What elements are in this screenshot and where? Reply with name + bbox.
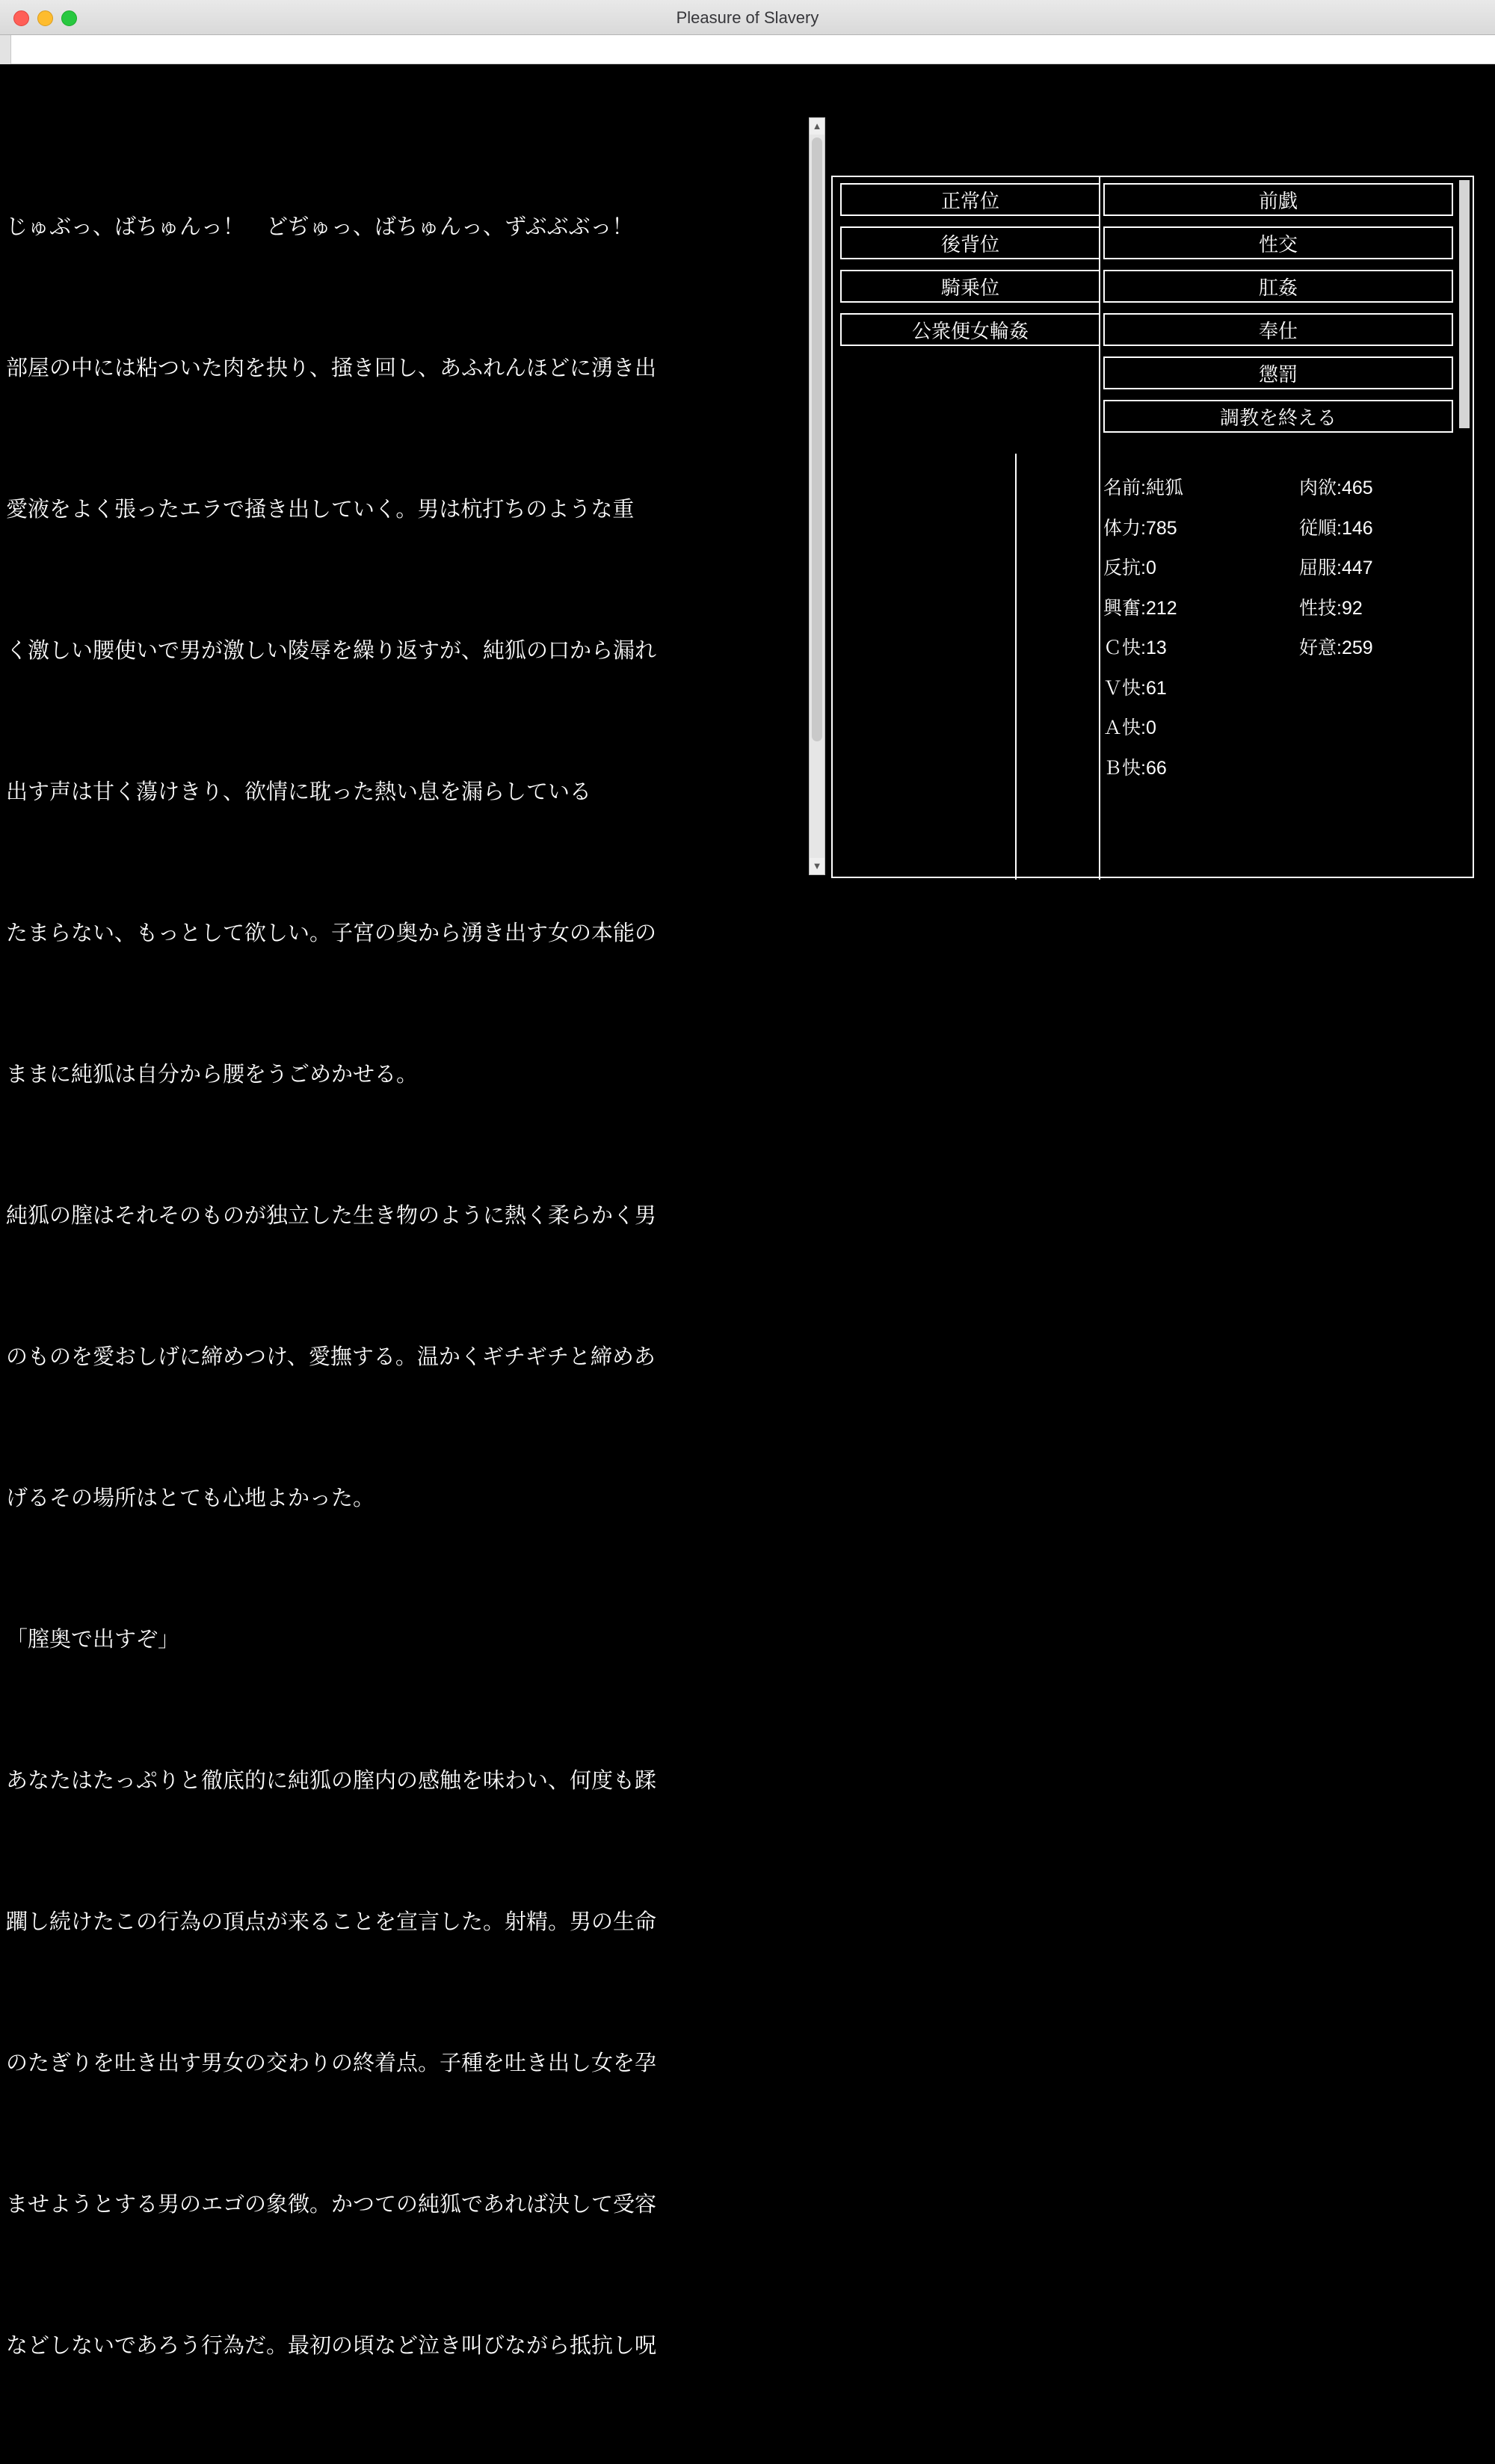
stat-label: Ｖ快	[1103, 677, 1141, 699]
stat-label: 従順	[1299, 517, 1337, 539]
stat-v-pleasure: Ｖ快:61	[1103, 677, 1167, 699]
story-line: じゅぶっ、ばちゅんっ！ どぢゅっ、ばちゅんっ、ずぶぶぶっ！	[6, 215, 634, 239]
stat-c-pleasure: Ｃ快:13	[1103, 637, 1167, 658]
status-panel	[1103, 469, 1455, 872]
stat-value: 146	[1341, 517, 1373, 539]
command-panel	[831, 176, 1474, 878]
stat-label: 名前	[1103, 478, 1141, 498]
sidebar-toggle[interactable]	[0, 35, 11, 64]
stat-label: 反抗	[1103, 558, 1141, 578]
stat-label: Ｂ快	[1103, 757, 1141, 779]
stat-value: 259	[1341, 637, 1373, 658]
story-scrollbar[interactable]	[809, 117, 825, 875]
stat-value: 純狐	[1145, 478, 1183, 498]
story-line: く激しい腰使いで男が激しい陵辱を繰り返すが、純狐の口から漏れ	[6, 639, 657, 663]
action-button-intercourse[interactable]: 性交	[1103, 226, 1453, 259]
stat-label: 肉欲	[1299, 478, 1337, 498]
position-button-normal[interactable]: 正常位	[840, 183, 1100, 216]
story-line: あなたはたっぷりと徹底的に純狐の膣内の感触を味わい、何度も蹂	[6, 1769, 657, 1793]
scroll-down-arrow[interactable]: ▼	[810, 858, 824, 874]
stat-obedience: 従順:146	[1299, 517, 1373, 539]
stat-lust: 肉欲:465	[1299, 478, 1373, 498]
stat-arousal: 興奮:212	[1103, 597, 1177, 619]
stat-b-pleasure: Ｂ快:66	[1103, 757, 1167, 779]
position-button-cowgirl[interactable]: 騎乗位	[840, 270, 1100, 303]
position-command-list	[840, 183, 1100, 356]
story-line: 愛液をよく張ったエラで掻き出していく。男は杭打ちのような重	[6, 498, 635, 522]
window-titlebar	[0, 0, 1495, 35]
status-column-primary	[1103, 469, 1283, 788]
story-line: ままに純狐は自分から腰をうごめかせる。	[6, 1063, 419, 1087]
story-line: 純狐の膣はそれそのものが独立した生き物のように熱く柔らかく男	[6, 1204, 657, 1228]
status-column-secondary	[1299, 469, 1479, 669]
story-line: などしないであろう行為だ。最初の頃など泣き叫びながら抵抗し呪	[6, 2334, 657, 2358]
stat-label: 興奮	[1103, 597, 1141, 619]
position-button-rear[interactable]: 後背位	[840, 226, 1100, 259]
stat-value: 0	[1145, 717, 1156, 738]
stat-value: 465	[1341, 478, 1373, 498]
window-title: Pleasure of Slavery	[676, 8, 819, 27]
position-button-public[interactable]: 公衆便女輪姦	[840, 313, 1100, 346]
stat-value: 66	[1145, 757, 1167, 779]
stat-technique: 性技:92	[1299, 597, 1363, 619]
story-line: 躙し続けたこの行為の頂点が来ることを宣言した。射精。男の生命	[6, 1910, 657, 1934]
stat-label: Ｃ快	[1103, 637, 1141, 658]
story-line: 出す声は甘く蕩けきり、欲情に耽った熱い息を漏らしている	[6, 780, 592, 804]
stat-affection: 好意:259	[1299, 637, 1373, 658]
story-line: 部屋の中には粘ついた肉を抉り、掻き回し、あふれんほどに湧き出	[6, 356, 657, 380]
game-canvas	[0, 65, 1495, 2358]
stat-value: 212	[1145, 597, 1177, 619]
stat-stamina: 体力:785	[1103, 517, 1177, 539]
action-button-service[interactable]: 奉仕	[1103, 313, 1453, 346]
story-line: げるその場所はとても心地よかった。	[6, 1486, 375, 1510]
stat-resistance: 反抗:0	[1103, 558, 1156, 578]
action-button-end-training[interactable]: 調教を終える	[1103, 400, 1453, 433]
story-line: のものを愛おしげに締めつけ、愛撫する。温かくギチギチと締めあ	[6, 1345, 656, 1369]
stat-value: 61	[1145, 677, 1167, 699]
stat-name: 名前:純狐	[1103, 478, 1183, 498]
scrollbar-thumb[interactable]	[812, 138, 822, 741]
stat-value: 13	[1145, 637, 1167, 658]
stat-value: 92	[1341, 597, 1363, 619]
stat-a-pleasure: Ａ快:0	[1103, 717, 1156, 738]
story-line: 「膣奥で出すぞ」	[6, 1628, 180, 1652]
stat-value: 0	[1145, 558, 1156, 578]
stat-label: 性技	[1299, 597, 1337, 619]
action-button-foreplay[interactable]: 前戯	[1103, 183, 1453, 216]
stat-value: 785	[1145, 517, 1177, 539]
action-command-list	[1103, 183, 1453, 443]
action-button-anal[interactable]: 肛姦	[1103, 270, 1453, 303]
scroll-up-arrow[interactable]: ▲	[810, 118, 824, 135]
toolbar-strip	[0, 35, 1495, 64]
stat-label: Ａ快	[1103, 717, 1141, 738]
story-text-pane	[0, 110, 792, 2358]
panel-columns	[833, 177, 1473, 877]
stat-value: 447	[1341, 558, 1373, 578]
stat-label: 好意	[1299, 637, 1337, 658]
story-line: のたぎりを吐き出す男女の交わりの終着点。子種を吐き出し女を孕	[6, 2051, 657, 2075]
stat-submission: 屈服:447	[1299, 558, 1373, 578]
stat-label: 体力	[1103, 517, 1141, 539]
story-line: たまらない、もっとして欲しい。子宮の奥から湧き出す女の本能の	[6, 921, 657, 945]
action-button-punish[interactable]: 懲罰	[1103, 356, 1453, 389]
stat-label: 屈服	[1299, 558, 1337, 578]
story-line: ませようとする男のエゴの象徴。かつての純狐であれば決して受容	[6, 2193, 657, 2217]
